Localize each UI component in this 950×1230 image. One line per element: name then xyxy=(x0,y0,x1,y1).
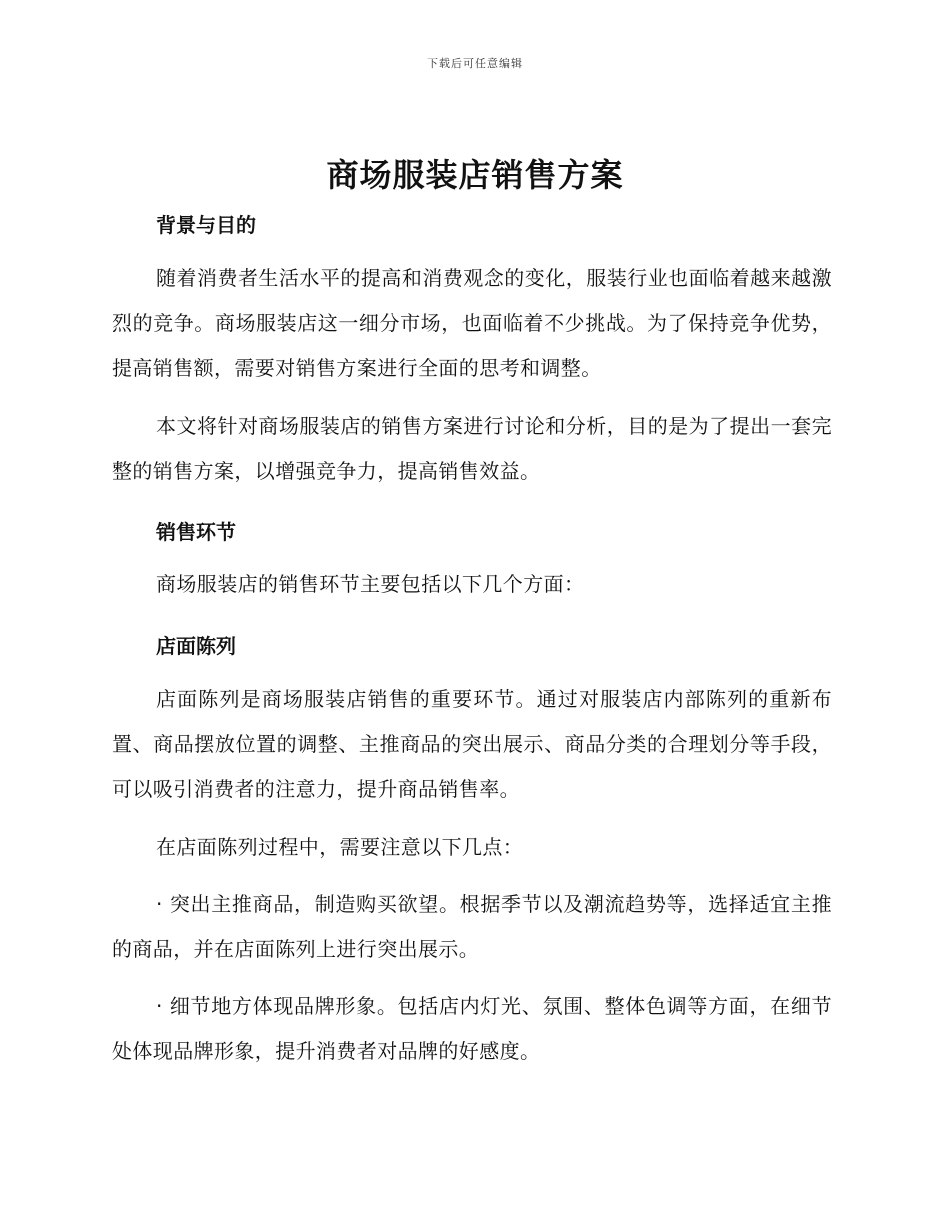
section-heading-display: 店面陈列 xyxy=(156,634,236,658)
bullet-item-2: · 细节地方体现品牌形象。包括店内灯光、氛围、整体色调等方面，在细节处体现品牌形象，提升消费者对品牌的好感度。 xyxy=(112,994,832,1063)
paragraph-sales-intro: 商场服装店的销售环节主要包括以下几个方面： xyxy=(156,572,585,596)
bullet-item-1: · 突出主推商品，制造购买欲望。根据季节以及潮流趋势等，选择适宜主推的商品，并在店面陈列上进行突出展示。 xyxy=(112,892,832,961)
section-heading-background: 背景与目的 xyxy=(156,213,256,237)
page-header-note: 下载后可任意编辑 xyxy=(427,57,523,70)
section-heading-sales: 销售环节 xyxy=(156,520,236,544)
paragraph-background-1: 随着消费者生活水平的提高和消费观念的变化，服装行业也面临着越来越激烈的竞争。商场服装店这一细分市场，也面临着不少挑战。为了保持竞争优势，提高销售额，需要对销售方案进行全面的思考和调整。 xyxy=(112,266,832,380)
paragraph-background-2: 本文将针对商场服装店的销售方案进行讨论和分析，目的是为了提出一套完整的销售方案，以增强竞争力，提高销售效益。 xyxy=(112,414,832,483)
document-title: 商场服装店销售方案 xyxy=(326,156,624,194)
paragraph-display-1: 店面陈列是商场服装店销售的重要环节。通过对服装店内部陈列的重新布置、商品摆放位置的调整、主推商品的突出展示、商品分类的合理划分等手段，可以吸引消费者的注意力，提升商品销售率。 xyxy=(112,687,832,801)
paragraph-display-2: 在店面陈列过程中，需要注意以下几点： xyxy=(156,835,524,859)
